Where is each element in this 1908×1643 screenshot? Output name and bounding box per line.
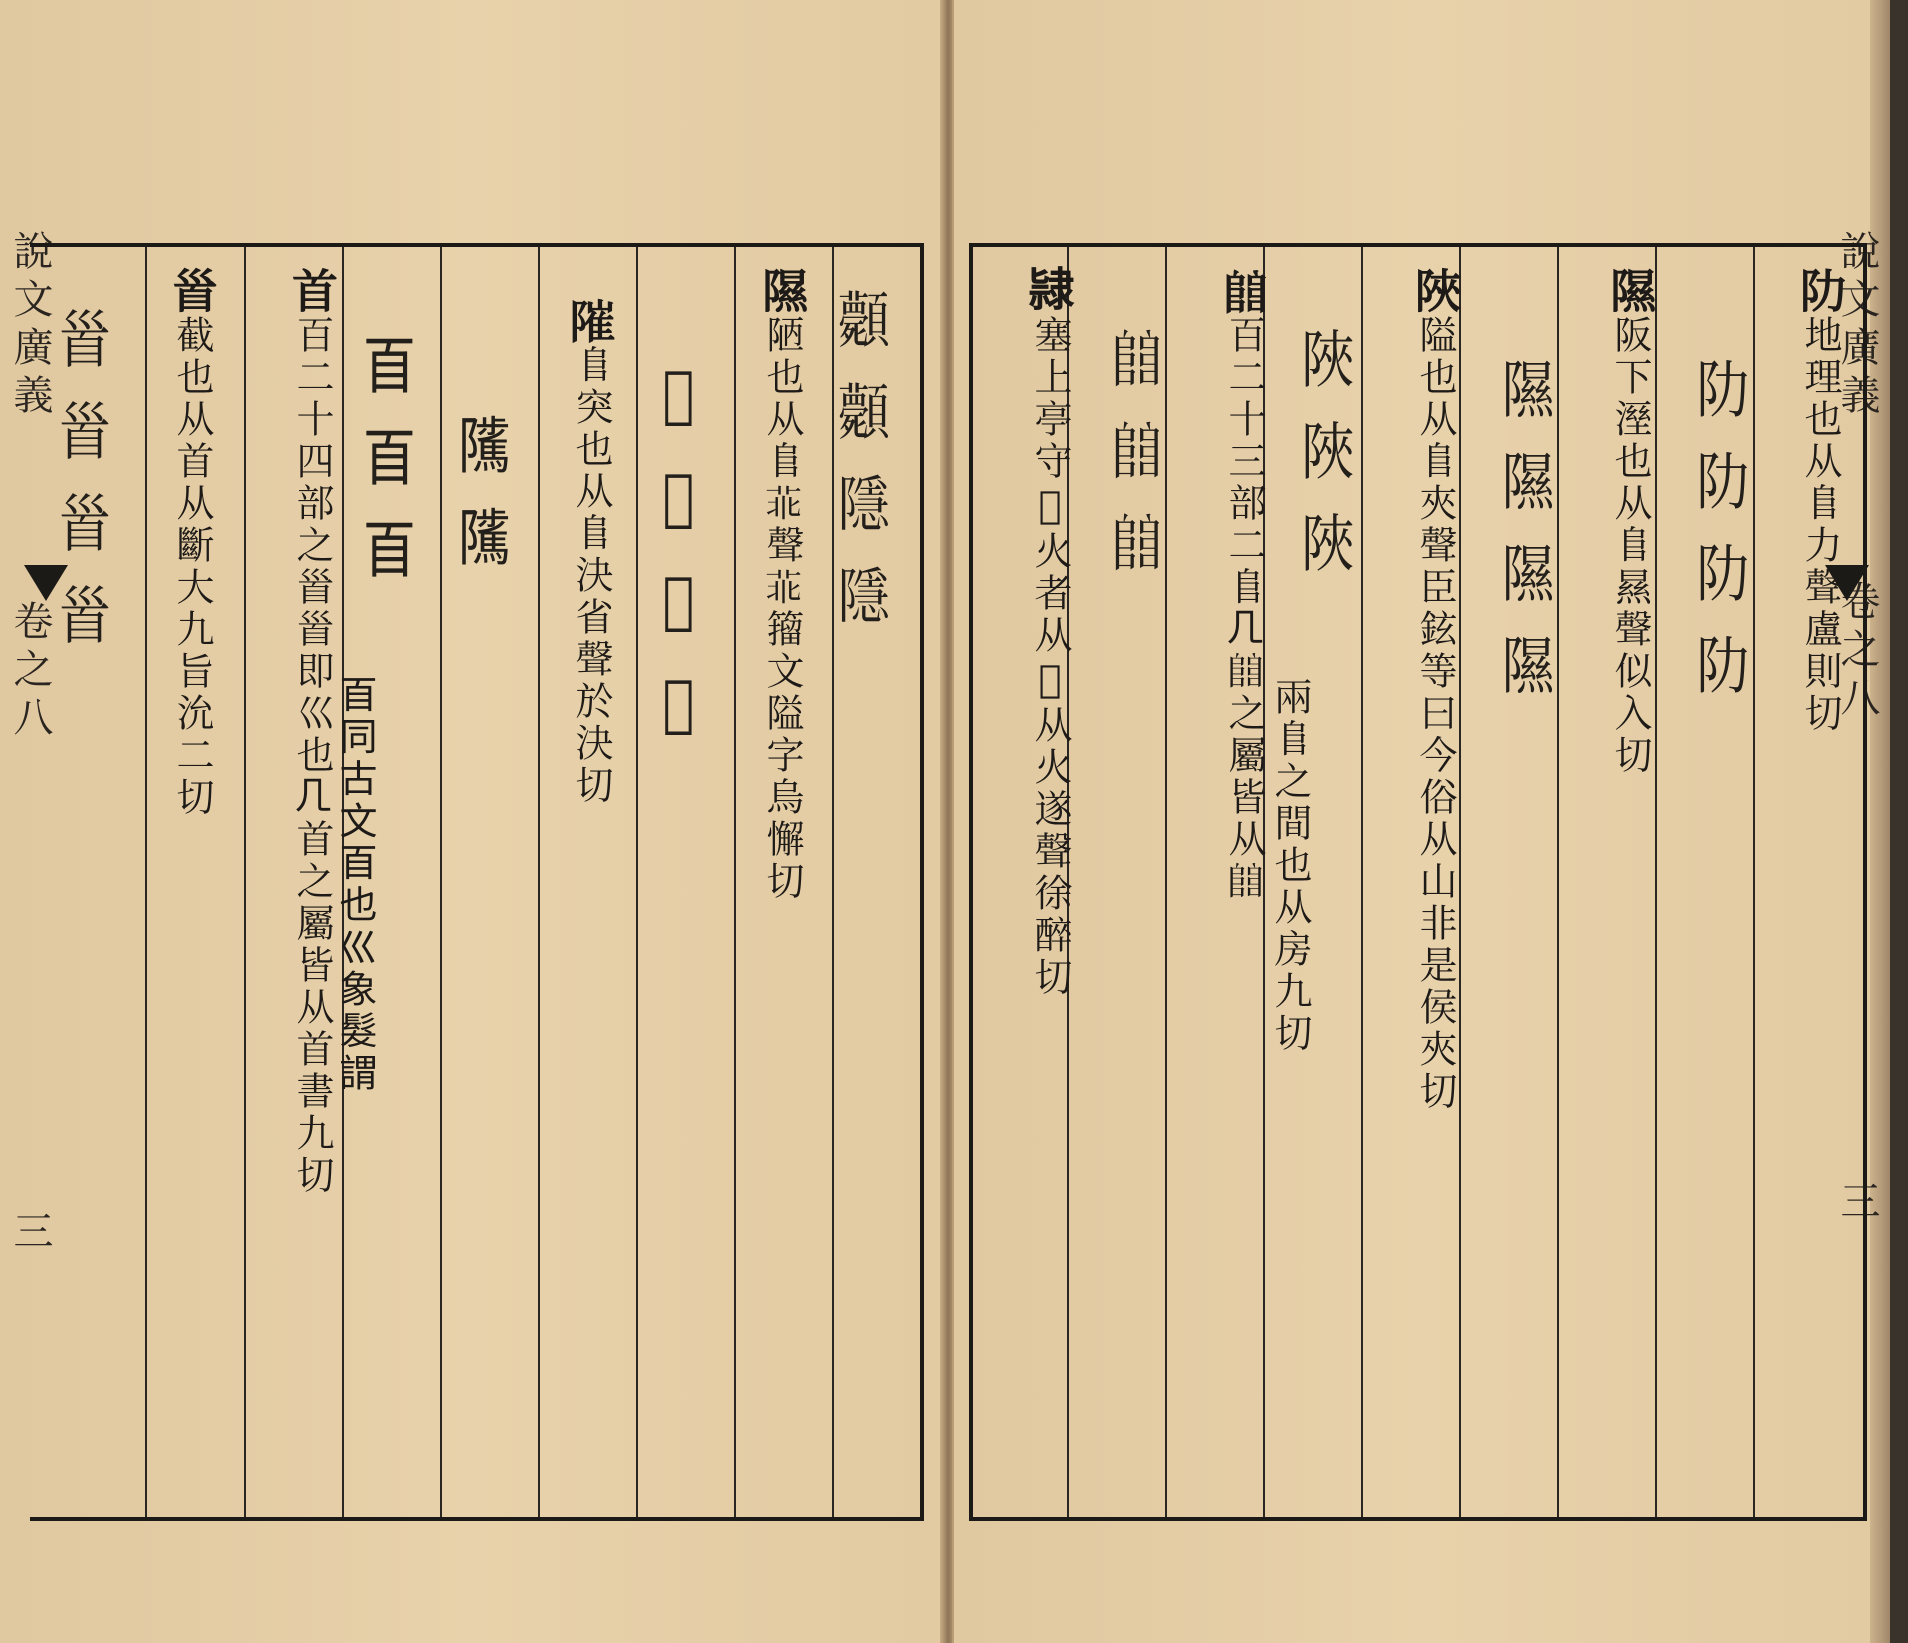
right-page [952,0,1890,1643]
right-margin-leaf: 三 [1834,1180,1880,1228]
entry-text: 𨸏突也从𨸏決省聲於決切 [569,345,613,807]
entry-text: 隘也从𨸏夾聲臣鉉等曰今俗从山非是侯夾切 [1413,315,1457,1113]
seal-column: 𨽥𨽥 [452,417,515,601]
entry-note: 兩𨸏之間也从房九切 [1268,677,1312,1055]
seal-column: 𨺅𨺅𨺅 [1104,327,1167,603]
entry-head: 𨻵 [564,297,618,345]
seal-column: 阞阞阞阞 [1687,357,1750,725]
entry-column [1597,267,1663,777]
entry-text: 截也从首从斷大九旨沇二切 [170,315,214,819]
right-margin-juan: 卷之八 [1834,580,1880,724]
entry-text: 百二十四部之𩠐𩠐即巛也𠘧首之屬皆从首書九切 [290,315,334,1197]
seal-column: 𩖎𩖎隱隱 [831,287,894,655]
left-margin-leaf: 三 [7,1210,53,1258]
entry-column [159,267,225,819]
entry-head: 𨺅 [1217,267,1271,315]
entry-column [749,267,815,903]
right-margin-title: 說文廣義 [1834,230,1880,422]
entry-head: 隰 [755,267,809,315]
entry-text: 地理也从𨸏力聲盧則切 [1798,315,1842,735]
entry-text: 百二十三部二𨸏𠘧𨺅之屬皆从𨺅 [1222,315,1266,903]
seal-column: 𦣻𦣻𦣻 [357,337,420,613]
entry-head: 隰 [1603,267,1657,315]
entry-head: 𩠐 [165,267,219,315]
seal-column: 陜陜陜 [1292,327,1355,603]
right-text-frame [969,243,1867,1521]
left-margin-title: 說文廣義 [7,230,53,422]
seal-column: 𨽌𨽌隘隘 [647,357,710,769]
entry-column [563,297,620,807]
entry-column [1023,267,1078,999]
entry-column [1787,267,1853,735]
entry-text: 阪下溼也从𨸏㬎聲似入切 [1608,315,1652,777]
entry-head: 阞 [1793,267,1847,315]
entry-text: 陋也从𨸏𦮃聲𦮃籀文隘字烏懈切 [760,315,804,903]
left-margin-juan: 卷之八 [7,600,53,744]
entry-head: 𨽻 [1023,267,1077,315]
entry-text: 塞上亭守𤋲火者从𨺅从火遂聲徐醉切 [1028,315,1072,999]
left-text-frame [30,243,924,1521]
seal-column: 𩠐𩠐𩠐𩠐 [49,307,112,675]
entry-head: 首 [285,267,339,315]
left-page [0,0,948,1643]
entry-column [1402,267,1468,1113]
seal-column: 隰隰隰隰 [1492,357,1555,725]
entry-note: 𦣻同古文𦣻也巛象髮謂 [335,677,379,1097]
entry-head: 陜 [1408,267,1462,315]
